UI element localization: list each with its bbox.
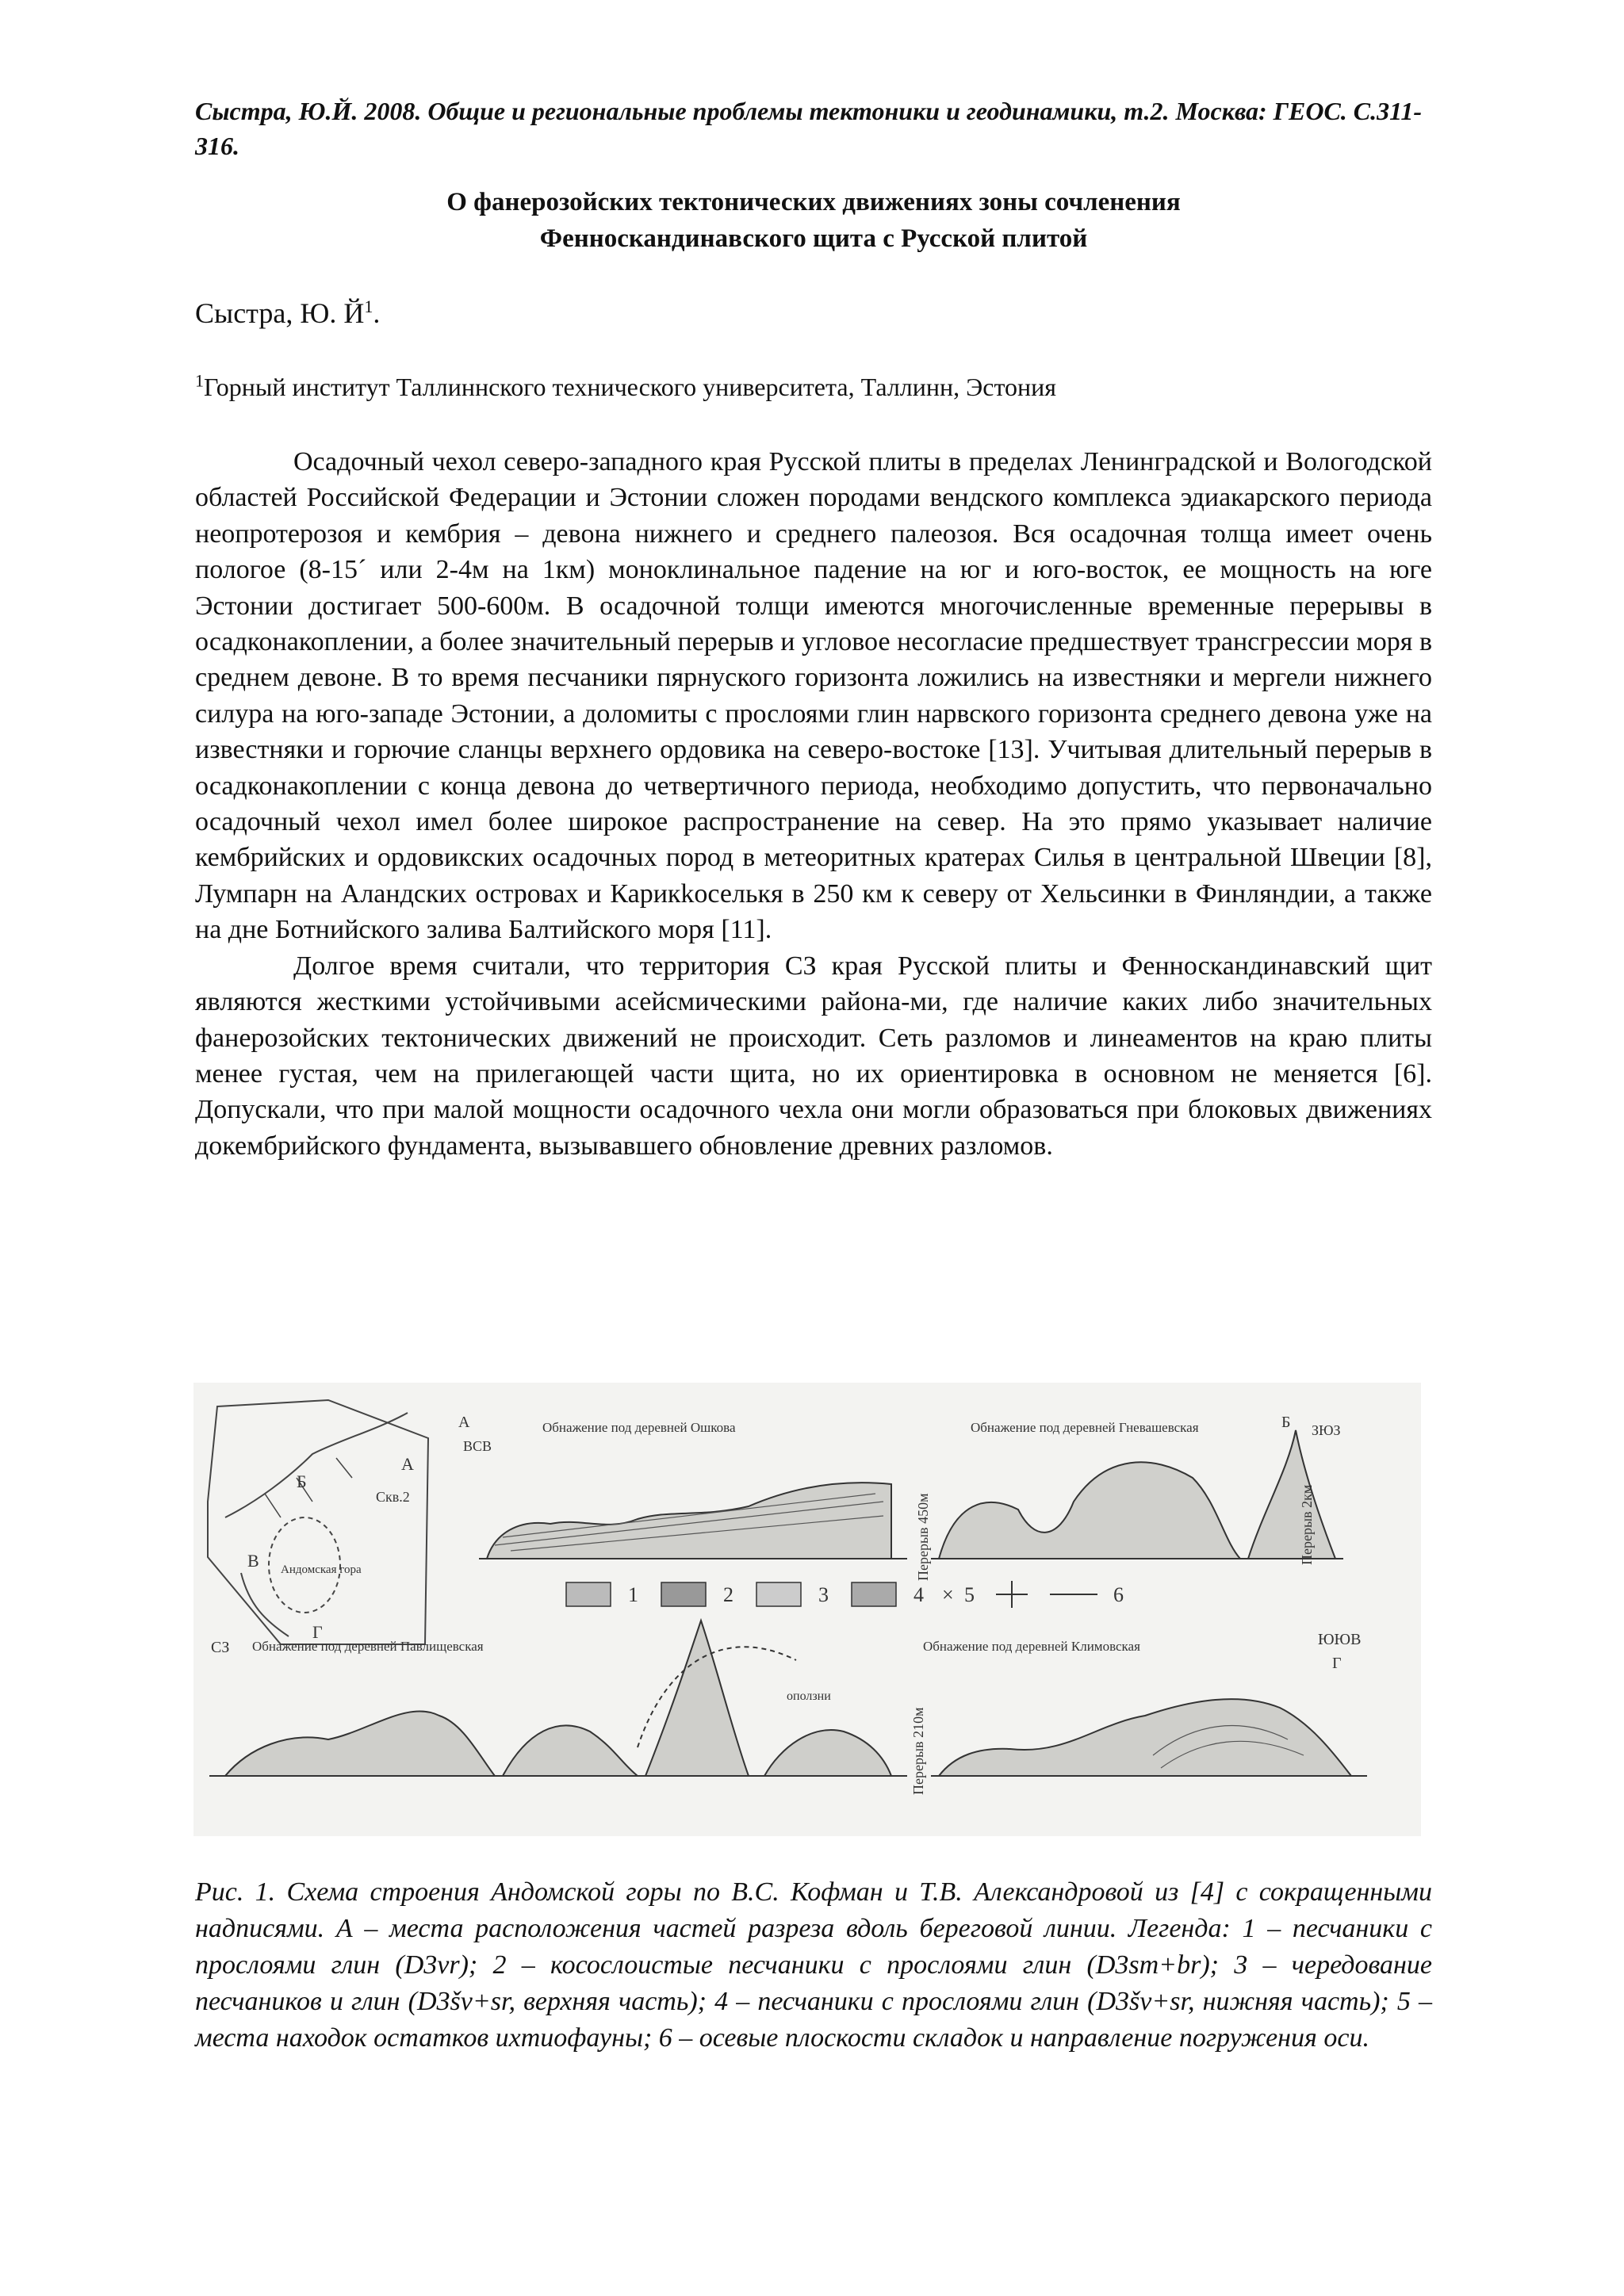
- inset-map: [208, 1400, 428, 1644]
- paragraph: Осадочный чехол северо-западного края Русской плиты в пределах Ленинградской и Вологодской областей Российской Федерации и Эстонии сложен породами вендского комплекса эдиакарского периода неопротерозоя и кембрия – девона нижнего и среднего палеозоя. Вся осадочная толща имеет очень пологое (8-15´ или 2-4м на 1км) моноклинальное падение на юг и юго-восток, ее мощность на юге Эстонии достигает 500-600м. В осадочной толщи имеются многочисленные временные перерывы в осадконакоплении, а более значительный перерыв и угловое несогласие предшествует трансгрессии моря в среднем девоне. В то время песчаники пярнуского горизонта ложились на известняки и мергели нижнего силура на юго-западе Эстонии, а доломиты с прослоями глин нарвского горизонта среднего девона уже на известняки и горючие сланцы верхнего ордовика на северо-востоке [13]. Учитывая длительный перерыв в осадконакоплении с конца девона до четвертичного периода, необходимо допустить, что первоначально осадочный чехол имел более широкое распространение на север. На это прямо указывает наличие кембрийских и ордовикских осадочных пород в метеоритных кратерах Силья в центральной Швеции [8], Лумпарн на Аландских островах и Карикkoселькя в 250 км к северу от Хельсинки в Финляндии, а также на дне Ботнийского залива Балтийского моря [11].: [195, 447, 1432, 945]
- paper-title: [195, 184, 1432, 257]
- bottom-right-direction: ЮЮВ: [1318, 1631, 1362, 1648]
- legend: [566, 1581, 1124, 1608]
- strata-block: [939, 1462, 1240, 1559]
- affiliation-text: Горный институт Таллиннского технического университета, Таллинн, Эстония: [204, 373, 1056, 401]
- author-superscript: 1: [364, 297, 373, 316]
- legend-swatch-4: [852, 1582, 896, 1606]
- affiliation: [195, 369, 1056, 404]
- legend-label-6: 6: [1113, 1583, 1124, 1606]
- map-ticks: [265, 1458, 352, 1517]
- bottom-right-title: Обнажение под деревней Климовская: [923, 1639, 1140, 1654]
- top-left-letter: А: [458, 1414, 470, 1431]
- legend-label-3: 3: [818, 1583, 829, 1606]
- legend-swatch-2: [661, 1582, 706, 1606]
- author-line: [195, 295, 380, 331]
- legend-cross-symbol: ×: [942, 1583, 954, 1606]
- strata-block: [939, 1699, 1351, 1776]
- map-label-b: Б: [297, 1471, 307, 1491]
- affiliation-superscript: 1: [195, 370, 204, 391]
- legend-label-5: 5: [964, 1583, 975, 1606]
- figure-drawing: [193, 1383, 1421, 1836]
- bottom-left-title: Обнажение под деревней Павлищевская: [252, 1639, 484, 1654]
- strata-block: [503, 1725, 638, 1776]
- bottom-left-direction: СЗ: [211, 1639, 230, 1656]
- map-label-mountain: Андомская гора: [281, 1563, 362, 1576]
- legend-swatch-3: [756, 1582, 801, 1606]
- gap-label-1: Перерыв 450м: [915, 1493, 931, 1581]
- top-right-direction: ЗЮЗ: [1312, 1422, 1341, 1438]
- author-name: Сыстра, Ю. Й: [195, 297, 365, 329]
- legend-label-1: 1: [628, 1583, 638, 1606]
- legend-label-2: 2: [723, 1583, 733, 1606]
- geological-section-figure: [193, 1383, 1421, 1836]
- bottom-right-letter: Г: [1332, 1655, 1342, 1672]
- map-label-g: Г: [312, 1622, 323, 1642]
- strata-block: [764, 1730, 891, 1776]
- strata-block: [225, 1711, 495, 1776]
- top-right-title: Обнажение под деревней Гневашевская: [971, 1420, 1199, 1435]
- body-text: [195, 444, 1432, 1164]
- author-end: .: [373, 297, 381, 329]
- map-label-skv: Скв.2: [376, 1489, 410, 1505]
- legend-label-4: 4: [914, 1583, 924, 1606]
- top-left-direction: ВСВ: [463, 1438, 492, 1454]
- title-line-1: О фанерозойских тектонических движениях зоны сочленения: [446, 188, 1181, 216]
- bottom-right-profile: [931, 1699, 1367, 1776]
- top-left-title: Обнажение под деревней Ошкова: [542, 1420, 736, 1435]
- landslide-label: оползни: [787, 1689, 831, 1703]
- strata-block: [1248, 1430, 1335, 1559]
- figure-caption: Рис. 1. Схема строения Андомской горы по В.С. Кофман и Т.В. Александровой из [4] с сокращенными надписями. А – места расположения частей разреза вдоль береговой линии. Легенда: 1 – песчаники с прослоями глин (D3vr); 2 – косослоистые песчаники с прослоями глин (D3sm+br); 3 – чередование песчаников и глин (D3šv+sr, верхняя часть); 4 – песчаники с прослоями глин (D3šv+sr, нижняя часть); 5 – места находок остатков ихтиофауны; 6 – осевые плоскости складок и направление погружения оси.: [195, 1877, 1432, 2053]
- gap-label-2: Перерыв 2км: [1299, 1484, 1315, 1565]
- map-frame: [208, 1400, 428, 1644]
- paragraph: Долгое время считали, что территория СЗ края Русской плиты и Фенноскандинавский щит являются жесткими устойчивыми асейсмическими района-ми, где наличие каких либо значительных фанерозойских тектонических движений не происходит. Сеть разломов и линеаментов на краю плиты менее густая, чем на прилегающей части щита, но их ориентировка в основном не меняется [6]. Допускали, что при малой мощности осадочного чехла они могли образоваться при блоковых движениях докембрийского фундамента, вызывавшего обновление древних разломов.: [195, 951, 1432, 1161]
- top-right-letter: Б: [1281, 1414, 1291, 1431]
- map-label-a: А: [401, 1454, 414, 1474]
- citation: Сыстра, Ю.Й. 2008. Общие и региональные проблемы тектоники и геодинамики, т.2. Москва: ГЕОС. С.311-316.: [195, 97, 1423, 160]
- map-label-v: В: [247, 1551, 259, 1571]
- legend-swatch-1: [566, 1582, 611, 1606]
- gap-label-3: Перерыв 210м: [910, 1707, 926, 1795]
- top-right-profile: [931, 1430, 1343, 1559]
- title-line-2: Фенноскандинавского щита с Русской плитой: [539, 224, 1088, 253]
- top-left-profile: [479, 1483, 907, 1559]
